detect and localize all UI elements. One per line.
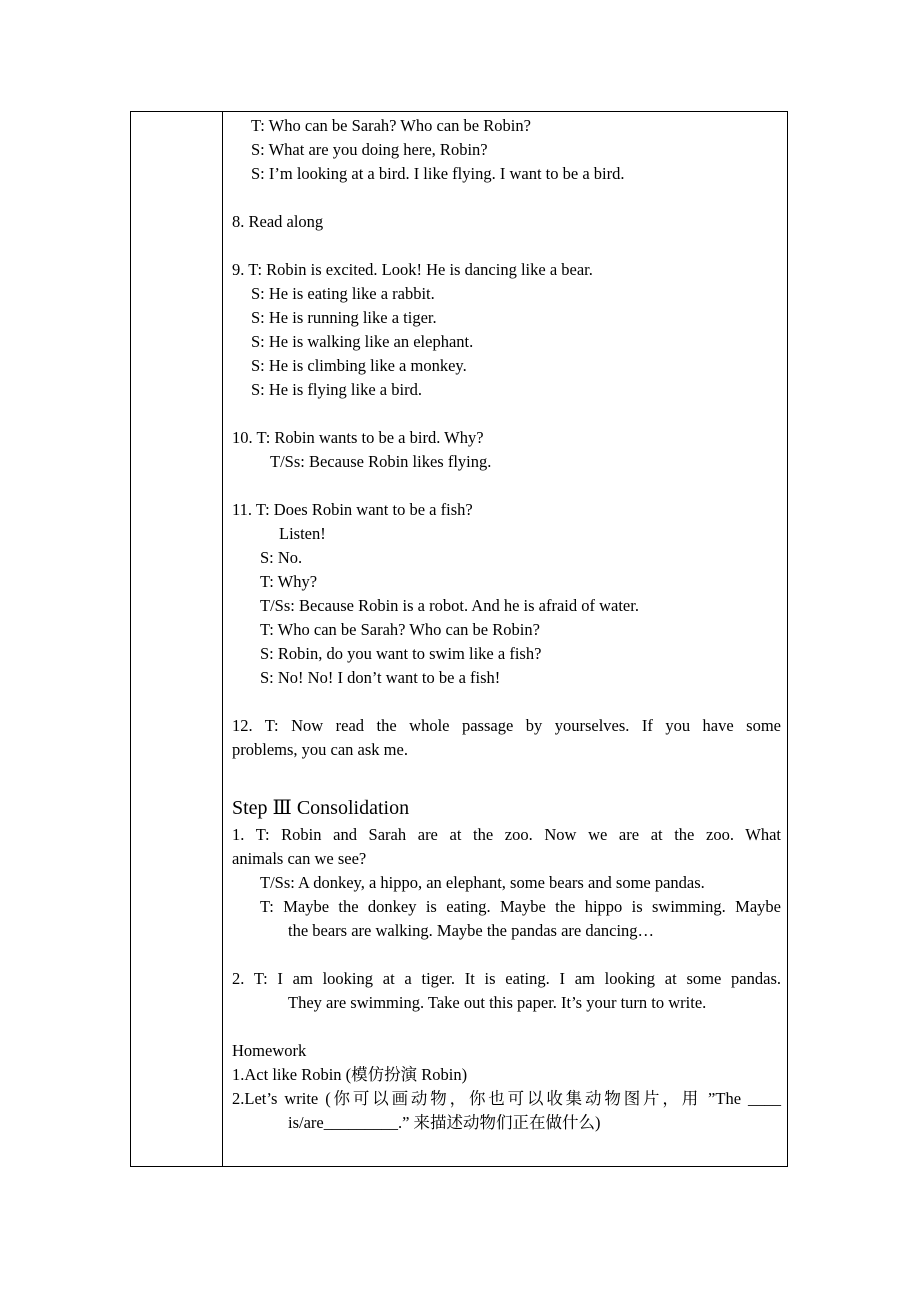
step-item-10: 10. T: Robin wants to be a bird. Why? [232,428,484,447]
consolidation-item-2-cont: They are swimming. Take out this paper. It’s your turn to write. [288,993,707,1012]
dialogue-line: S: Robin, do you want to swim like a fish? [260,644,542,663]
step-item-12: 12. T: Now read the whole passage by yourselves. If you have some [232,716,781,735]
dialogue-line: T: Who can be Sarah? Who can be Robin? [260,620,540,639]
consolidation-item-1: 1. T: Robin and Sarah are at the zoo. Now we are at the zoo. What [232,825,781,844]
dialogue-line: S: I’m looking at a bird. I like flying. I want to be a bird. [251,164,625,183]
dialogue-line-cont: the bears are walking. Maybe the pandas are dancing… [288,921,655,940]
consolidation-item-1-cont: animals can we see? [232,849,367,868]
dialogue-line: S: He is walking like an elephant. [251,332,474,351]
dialogue-line: T/Ss: A donkey, a hippo, an elephant, some bears and some pandas. [260,873,705,892]
dialogue-line: S: No! No! I don’t want to be a fish! [260,668,501,687]
step-item-11: 11. T: Does Robin want to be a fish? [232,500,473,519]
dialogue-line: S: No. [260,548,303,567]
dialogue-line: T: Who can be Sarah? Who can be Robin? [251,116,531,135]
dialogue-line: T/Ss: Because Robin is a robot. And he is afraid of water. [260,596,639,615]
step-item-8: 8. Read along [232,212,324,231]
dialogue-line: S: He is climbing like a monkey. [251,356,467,375]
dialogue-line: S: He is eating like a rabbit. [251,284,435,303]
dialogue-line: T: Why? [260,572,318,591]
column-divider [222,112,223,1166]
dialogue-line: S: He is flying like a bird. [251,380,422,399]
dialogue-line: S: What are you doing here, Robin? [251,140,488,159]
homework-item-2: 2.Let’s write (你可以画动物，你也可以收集动物图片，用 ”The ____ [232,1089,781,1108]
dialogue-line: T/Ss: Because Robin likes flying. [270,452,492,471]
lesson-table [130,111,788,1167]
step-item-12-cont: problems, you can ask me. [232,740,408,759]
step-item-9: 9. T: Robin is excited. Look! He is dancing like a bear. [232,260,593,279]
dialogue-line: S: He is running like a tiger. [251,308,437,327]
homework-title: Homework [232,1041,307,1060]
dialogue-line: Listen! [279,524,326,543]
dialogue-line: T: Maybe the donkey is eating. Maybe the hippo is swimming. Maybe [260,897,781,916]
homework-item-1: 1.Act like Robin (模仿扮演 Robin) [232,1065,468,1084]
lesson-content [232,114,781,1135]
homework-item-2-cont: is/are_________.” 来描述动物们正在做什么) [288,1113,601,1132]
section-heading: Step Ⅲ Consolidation [232,797,410,819]
consolidation-item-2: 2. T: I am looking at a tiger. It is eating. I am looking at some pandas. [232,969,781,988]
